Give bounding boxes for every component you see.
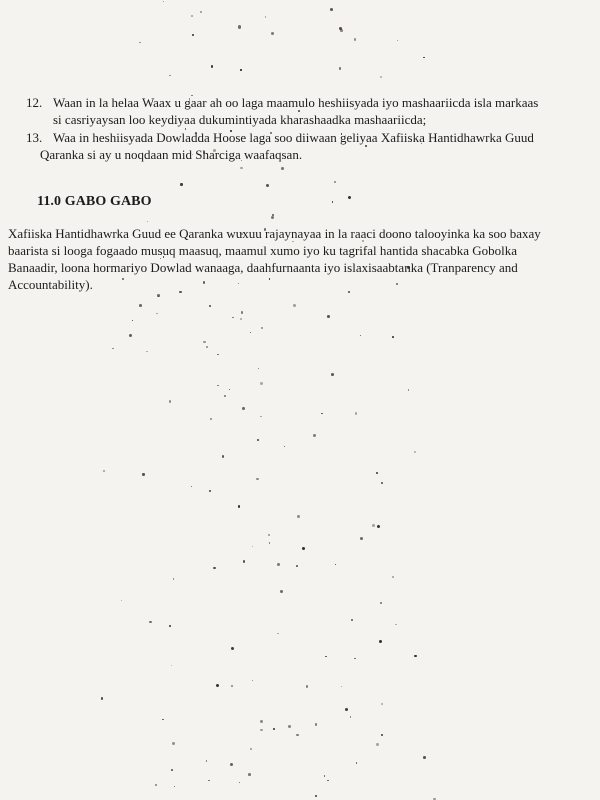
scan-speck	[315, 795, 318, 798]
scan-speck	[376, 743, 379, 746]
scan-speck	[209, 490, 211, 492]
paragraph-line: Xafiiska Hantidhawrka Guud ee Qaranka wuxuu rajaynayaa in la raaci doono talooyinka ka soo baxay	[8, 226, 541, 241]
scan-speck	[334, 181, 336, 183]
scan-speck	[260, 416, 262, 418]
scan-speck	[231, 685, 233, 687]
scan-speck	[238, 25, 241, 28]
list-item-text-line1: Waan in la helaa Waax u gaar ah oo laga maamulo heshiisyada iyo mashaariicda isla markaas	[53, 95, 539, 110]
scan-speck	[331, 373, 334, 376]
scan-speck	[216, 684, 219, 687]
list-item-text-line1: Waa in heshiisyada Dowladda Hoose laga soo diiwaan geliyaa Xafiiska Hantidhawrka Guud	[53, 130, 534, 145]
paragraph-line: Banaadir, loona hormariyo Dowlad wanaaga, daahfurnaanta iyo islaxisaabtanka (Tranparency and	[8, 260, 518, 275]
list-item-text-line2: Qaranka si ay u noqdaan mid Sharciga waafaqsan.	[40, 147, 303, 162]
scan-speck	[191, 15, 193, 17]
scan-speck	[238, 505, 240, 507]
paragraph-line: baarista si looga fogaado musuq maasuq, maamul xumo iyo ku tagrifal hantida shacabka Gobolka	[8, 243, 518, 258]
scan-speck	[257, 439, 259, 441]
scan-speck	[139, 42, 141, 44]
scan-speck	[163, 1, 165, 3]
scan-speck	[381, 703, 383, 705]
scan-speck	[240, 318, 242, 320]
scan-speck	[288, 725, 291, 728]
scan-speck	[330, 8, 333, 11]
scan-speck	[414, 655, 416, 657]
scan-speck	[265, 16, 266, 17]
scan-speck	[392, 576, 394, 578]
scan-speck	[381, 482, 383, 484]
scan-speck	[356, 762, 357, 763]
scan-speck	[217, 354, 218, 355]
scan-speck	[293, 304, 296, 307]
scan-speck	[345, 708, 348, 711]
scan-speck	[339, 67, 342, 70]
scan-speck	[260, 729, 263, 732]
scan-speck	[243, 560, 246, 563]
scan-speck	[271, 216, 274, 219]
scan-speck	[192, 34, 194, 36]
scan-speck	[269, 542, 270, 543]
scan-speck	[321, 413, 322, 414]
scan-speck	[360, 335, 361, 336]
scan-speck	[209, 305, 211, 307]
scan-speck	[206, 346, 208, 348]
scan-speck	[191, 486, 192, 487]
scan-speck	[158, 296, 159, 297]
scan-speck	[272, 214, 274, 216]
scan-speck	[174, 786, 175, 787]
scan-speck	[423, 756, 426, 759]
scan-speck	[332, 201, 334, 203]
scan-speck	[179, 291, 182, 294]
scan-speck	[261, 327, 262, 328]
scan-speck	[281, 167, 284, 170]
recommendation-list	[0, 94, 600, 163]
scan-speck	[348, 196, 351, 199]
scan-speck	[296, 734, 299, 737]
scan-speck	[269, 278, 271, 280]
scan-speck	[252, 546, 253, 547]
scan-speck	[250, 748, 253, 751]
scan-speck	[379, 640, 382, 643]
scan-speck	[122, 278, 123, 279]
list-item-number: 13.	[26, 130, 43, 145]
scan-speck	[232, 317, 233, 318]
list-item-12-continued	[0, 111, 600, 129]
scan-speck	[315, 723, 318, 726]
scan-speck	[155, 784, 157, 786]
scan-speck	[156, 313, 158, 315]
scan-speck	[306, 685, 308, 687]
scan-speck	[277, 563, 280, 566]
scan-speck	[203, 341, 205, 343]
scan-speck	[256, 478, 259, 481]
paragraph-line: Accountability).	[8, 277, 93, 292]
scan-speck	[224, 395, 226, 397]
scan-speck	[327, 780, 328, 781]
scan-speck	[354, 658, 356, 660]
scan-speck	[408, 389, 410, 391]
scan-speck	[339, 27, 342, 30]
scan-speck	[146, 351, 148, 353]
scan-speck	[172, 742, 175, 745]
scan-speck	[284, 446, 285, 447]
scan-speck	[341, 686, 342, 687]
scan-speck	[217, 385, 218, 386]
scan-speck	[229, 389, 230, 390]
scan-speck	[139, 304, 142, 307]
scan-speck	[273, 728, 275, 730]
scan-speck	[266, 184, 269, 187]
scan-speck	[162, 719, 163, 720]
scan-speck	[248, 773, 251, 776]
scan-speck	[271, 32, 274, 35]
scan-speck	[372, 524, 375, 527]
scan-speck	[149, 621, 152, 624]
scan-speck	[206, 760, 208, 762]
scan-speck	[112, 348, 113, 349]
scan-speck	[239, 782, 240, 783]
scan-speck	[210, 418, 212, 420]
scan-speck	[230, 763, 233, 766]
scan-speck	[169, 75, 170, 76]
scan-speck	[101, 697, 104, 700]
scan-speck	[302, 547, 305, 550]
scan-speck	[423, 57, 425, 59]
scan-speck	[350, 716, 352, 718]
scan-speck	[252, 680, 253, 681]
scan-speck	[277, 633, 278, 634]
scan-speck	[222, 455, 225, 458]
scan-speck	[392, 336, 394, 338]
list-item-12	[0, 94, 600, 111]
scan-speck	[296, 565, 298, 567]
list-item-13	[0, 129, 600, 146]
scan-speck	[355, 412, 357, 414]
scan-speck	[208, 780, 210, 782]
scan-speck	[395, 624, 397, 626]
scan-speck	[173, 578, 175, 580]
scan-speck	[360, 537, 363, 540]
scan-speck	[200, 11, 202, 13]
scan-speck	[132, 320, 133, 321]
scan-speck	[180, 183, 182, 185]
section-heading: 11.0 GABO GABO	[37, 194, 152, 209]
scan-speck	[171, 665, 172, 666]
scan-speck	[380, 602, 382, 604]
scan-speck	[238, 283, 239, 284]
scan-speck	[203, 281, 206, 284]
scan-speck	[142, 473, 144, 475]
scan-speck	[324, 775, 326, 777]
scan-speck	[211, 65, 213, 67]
scan-speck	[121, 600, 122, 601]
list-item-number: 12.	[26, 95, 43, 110]
scan-speck	[268, 534, 270, 536]
scan-speck	[129, 334, 132, 337]
scan-speck	[171, 769, 173, 771]
scan-speck	[240, 167, 242, 169]
scan-speck	[260, 382, 263, 385]
scan-speck	[313, 434, 316, 437]
scan-speck	[260, 720, 263, 723]
scan-speck	[231, 647, 234, 650]
scan-speck	[327, 315, 330, 318]
scan-speck	[354, 38, 356, 40]
scan-speck	[397, 40, 398, 41]
scan-speck	[348, 291, 350, 293]
scan-speck	[414, 451, 416, 453]
scan-speck	[376, 472, 378, 474]
scan-speck	[169, 400, 171, 402]
scan-speck	[280, 590, 283, 593]
scan-speck	[325, 656, 326, 657]
scan-speck	[240, 69, 241, 70]
scan-speck	[147, 221, 148, 222]
scan-speck	[250, 332, 251, 333]
scan-speck	[377, 525, 380, 528]
scan-speck	[297, 515, 300, 518]
scan-speck	[396, 283, 398, 285]
scan-speck	[169, 625, 171, 627]
scan-speck	[351, 619, 353, 621]
list-item-text-line2: si casriyaysan loo keydiyaa dukumintiyada kharashaadka mashaariicda;	[53, 112, 427, 127]
scan-speck	[335, 564, 336, 565]
scan-speck	[103, 470, 105, 472]
scan-speck	[242, 407, 245, 410]
scan-speck	[381, 734, 383, 736]
scan-speck	[213, 567, 215, 569]
scan-speck	[258, 368, 259, 369]
scan-speck	[380, 76, 382, 78]
list-item-13-continued	[0, 146, 600, 163]
scan-speck	[241, 311, 244, 314]
